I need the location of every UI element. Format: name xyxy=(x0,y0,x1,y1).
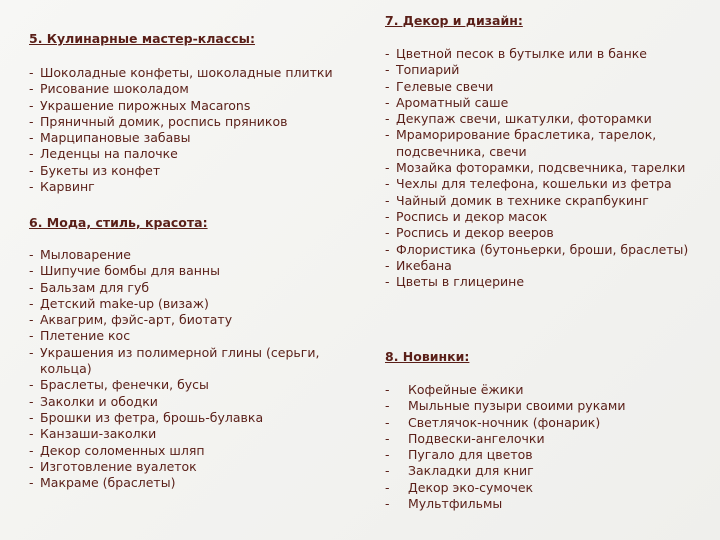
list-item-text: Изготовление вуалеток xyxy=(40,458,197,474)
list-item xyxy=(385,463,715,479)
list-dash: - xyxy=(385,225,390,241)
list-item xyxy=(29,280,369,296)
list-item xyxy=(29,443,369,459)
list-item xyxy=(29,163,369,179)
list-dash: - xyxy=(385,127,390,143)
list-item xyxy=(29,377,369,393)
list-item xyxy=(385,415,715,431)
list-dash: - xyxy=(29,130,34,146)
list-item-text: Букеты из конфет xyxy=(40,162,161,178)
list-dash: - xyxy=(29,426,34,442)
list-item xyxy=(385,431,715,447)
list-item-text: Мозайка фоторамки, подсвечника, тарелки xyxy=(396,160,686,176)
list-item xyxy=(29,247,369,263)
list-item xyxy=(29,426,369,442)
list-item-text: Флористика (бутоньерки, броши, браслеты) xyxy=(396,241,689,257)
list-item-text: Бальзам для губ xyxy=(40,279,150,295)
fashion-list xyxy=(29,247,369,491)
list-dash: - xyxy=(385,241,390,257)
list-dash: - xyxy=(29,312,34,328)
culinary-list xyxy=(29,65,369,195)
list-item xyxy=(29,98,369,114)
list-item-text: Мыльные пузыри своими руками xyxy=(408,398,626,414)
list-dash: - xyxy=(29,113,34,129)
list-dash: - xyxy=(29,475,34,491)
list-item-text: Кофейные ёжики xyxy=(408,382,524,397)
decor-list xyxy=(385,46,715,290)
list-dash: - xyxy=(29,65,34,80)
list-item-text: Подвески-ангелочки xyxy=(408,430,545,446)
list-item-text: Светлячок-ночник (фонарик) xyxy=(408,414,601,430)
list-dash: - xyxy=(385,192,390,208)
list-dash: - xyxy=(29,279,34,295)
list-item xyxy=(29,459,369,475)
list-dash: - xyxy=(385,46,390,61)
list-item-text: Леденцы на палочке xyxy=(40,146,178,162)
list-dash: - xyxy=(29,442,34,458)
list-dash: - xyxy=(385,414,390,430)
list-dash: - xyxy=(29,393,34,409)
list-item-text: Пряничный домик, роспись пряников xyxy=(40,113,288,129)
list-item xyxy=(29,312,369,328)
list-item xyxy=(385,95,715,111)
list-dash: - xyxy=(385,62,390,78)
list-item-text: Мыловарение xyxy=(40,247,131,262)
list-item xyxy=(29,130,369,146)
list-item-text: Шипучие бомбы для ванны xyxy=(40,263,220,279)
list-item xyxy=(385,209,715,225)
list-dash: - xyxy=(29,81,34,97)
section-heading: 8. Новинки: xyxy=(385,349,470,364)
list-item-text: Ароматный саше xyxy=(396,94,509,110)
list-item-text: Плетение кос xyxy=(40,328,131,344)
list-item-text: Мультфильмы xyxy=(408,496,503,512)
list-dash: - xyxy=(29,247,34,262)
list-dash: - xyxy=(385,382,390,397)
list-item xyxy=(385,79,715,95)
list-item xyxy=(385,193,715,209)
list-item-text: Пугало для цветов xyxy=(408,447,533,463)
list-item xyxy=(29,410,369,426)
list-dash: - xyxy=(29,146,34,162)
list-item-text: Цветы в глицерине xyxy=(396,274,525,290)
list-item-text: Чехлы для телефона, кошельки из фетра xyxy=(396,176,672,192)
list-item xyxy=(29,263,369,279)
list-item xyxy=(385,496,715,512)
list-dash: - xyxy=(29,295,34,311)
list-dash: - xyxy=(385,78,390,94)
list-item xyxy=(29,146,369,162)
list-item xyxy=(29,114,369,130)
list-dash: - xyxy=(385,398,390,414)
new-list xyxy=(385,382,715,512)
section-new xyxy=(385,349,715,512)
list-item-text: Рисование шоколадом xyxy=(40,81,189,97)
list-item-text: Роспись и декор масок xyxy=(396,208,548,224)
section-culinary xyxy=(29,31,369,195)
list-dash: - xyxy=(385,111,390,127)
list-item-text: Закладки для книг xyxy=(408,463,534,479)
list-item xyxy=(29,296,369,312)
list-dash: - xyxy=(385,176,390,192)
list-item xyxy=(29,345,369,378)
list-item xyxy=(385,382,715,398)
list-dash: - xyxy=(29,409,34,425)
list-item-text: Аквагрим, фэйс-арт, биотату xyxy=(40,312,233,328)
list-item-text: Браслеты, фенечки, бусы xyxy=(40,377,209,393)
section-fashion xyxy=(29,215,369,491)
list-dash: - xyxy=(385,463,390,479)
section-decor xyxy=(385,13,715,290)
list-item-text: Канзаши-заколки xyxy=(40,426,157,442)
list-dash: - xyxy=(385,447,390,463)
list-item-text: Гелевые свечи xyxy=(396,78,494,94)
list-item xyxy=(29,65,369,81)
list-dash: - xyxy=(29,97,34,113)
list-item-text: Мраморирование браслетика, тарелок, подсвечника, свечи xyxy=(396,127,657,159)
list-item xyxy=(385,225,715,241)
list-item-text: Детский make-up (визаж) xyxy=(40,295,209,311)
list-item-text: Украшение пирожных Macarons xyxy=(40,97,251,113)
list-dash: - xyxy=(29,263,34,279)
list-item xyxy=(385,258,715,274)
list-item-text: Украшения из полимерной глины (серьги, кольца) xyxy=(40,344,320,377)
section-heading: 6. Мода, стиль, красота: xyxy=(29,215,208,230)
list-item-text: Карвинг xyxy=(40,179,95,195)
list-item xyxy=(385,398,715,414)
list-item xyxy=(29,328,369,344)
list-dash: - xyxy=(29,344,34,360)
list-item xyxy=(385,127,715,160)
list-dash: - xyxy=(29,458,34,474)
list-dash: - xyxy=(385,496,390,512)
list-dash: - xyxy=(29,162,34,178)
list-item-text: Декор эко-сумочек xyxy=(408,479,534,495)
list-dash: - xyxy=(29,328,34,344)
list-item xyxy=(29,475,369,491)
list-item-text: Чайный домик в технике скрапбукинг xyxy=(396,192,649,208)
section-heading: 5. Кулинарные мастер-классы: xyxy=(29,31,255,46)
list-dash: - xyxy=(29,377,34,393)
list-item xyxy=(385,176,715,192)
list-dash: - xyxy=(385,94,390,110)
list-item-text: Макраме (браслеты) xyxy=(40,475,176,491)
list-item xyxy=(385,480,715,496)
list-dash: - xyxy=(385,160,390,176)
list-item-text: Марципановые забавы xyxy=(40,130,191,146)
list-item-text: Брошки из фетра, брошь-булавка xyxy=(40,409,264,425)
list-dash: - xyxy=(385,479,390,495)
list-item xyxy=(385,111,715,127)
list-dash: - xyxy=(385,208,390,224)
list-item xyxy=(385,160,715,176)
list-item-text: Декупаж свечи, шкатулки, фоторамки xyxy=(396,111,652,127)
list-item-text: Роспись и декор вееров xyxy=(396,225,554,241)
list-item xyxy=(29,81,369,97)
list-item-text: Цветной песок в бутылке или в банке xyxy=(396,46,648,61)
list-item xyxy=(29,179,369,195)
list-item xyxy=(385,242,715,258)
list-item xyxy=(29,394,369,410)
section-heading: 7. Декор и дизайн: xyxy=(385,13,523,28)
list-item-text: Заколки и ободки xyxy=(40,393,158,409)
list-item xyxy=(385,447,715,463)
list-item-text: Икебана xyxy=(396,257,452,273)
list-item xyxy=(385,62,715,78)
list-dash: - xyxy=(385,430,390,446)
list-item-text: Топиарий xyxy=(396,62,460,78)
list-dash: - xyxy=(29,179,34,195)
list-item-text: Декор соломенных шляп xyxy=(40,442,205,458)
list-item xyxy=(385,46,715,62)
list-item xyxy=(385,274,715,290)
list-dash: - xyxy=(385,257,390,273)
list-item-text: Шоколадные конфеты, шоколадные плитки xyxy=(40,65,333,80)
list-dash: - xyxy=(385,274,390,290)
